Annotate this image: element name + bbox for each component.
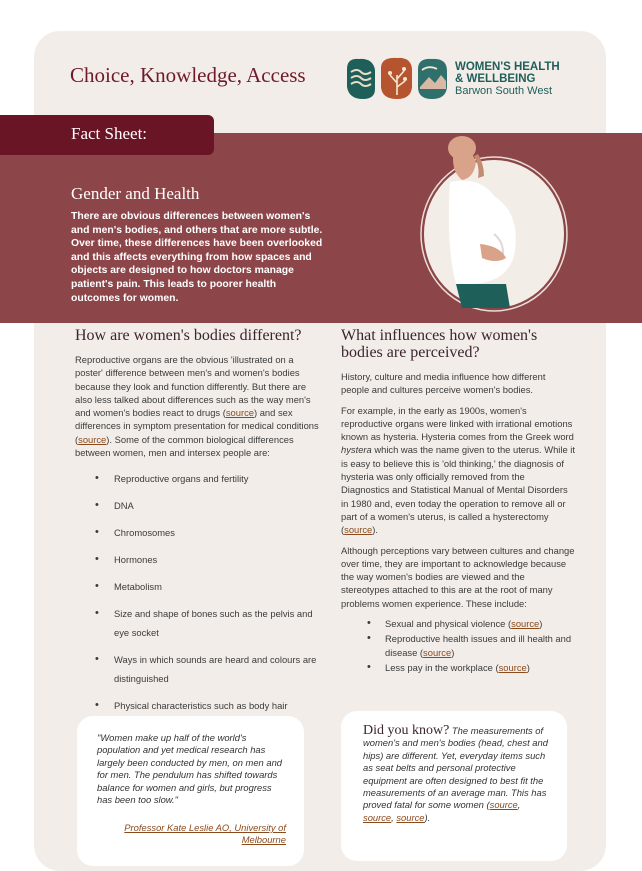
logo-text [455,61,560,97]
did-you-know-card [341,711,567,861]
list-item: • Size and shape of bones such as the pelvis and eye socket [75,604,321,642]
list-item: • DNA [75,496,321,515]
list-item: • Ways in which sounds are heard and colours are distinguished [75,650,321,688]
left-paragraph [75,353,321,459]
intro-heading: Gender and Health [71,184,200,203]
right-paragraph-1: History, culture and media influence how different people and cultures perceive women's bodies. [341,371,546,396]
right-text-em: hystera [341,444,372,456]
left-heading: How are women's bodies different? [75,327,302,344]
separator: , [517,799,521,811]
right-heading: What influences how women's bodies are perceived? [341,327,538,361]
source-link[interactable]: source [511,618,540,630]
fact-sheet-label: Fact Sheet: [71,124,148,143]
list-item [341,632,575,659]
left-text-c: ). Some of the common biological differences between women, men and intersex people are: [75,433,294,459]
right-text-c: ). [372,524,378,536]
logo-line3: Barwon South West [455,85,553,97]
did-you-know-body: The measurements of women's and men's bodies (head, chest and hips) are different. Yet, everyday items such as seat belts and personal protective equipment are often designed to best fit the measurements of an average man. This has proved fatal for some women ( [363,725,548,811]
list-item: • Chromosomes [75,523,321,542]
org-logo [345,55,565,101]
fact-sheet-tab [0,115,214,155]
list-item [341,617,575,630]
right-paragraph-2 [341,404,575,537]
logo-line2: & WELLBEING [455,73,536,85]
source-link[interactable]: source [225,407,254,419]
right-text-a: For example, in the early as 1900s, women's reproductive organs were linked with irrational emotions known as hysteria. Hysteria comes from the Greek word [341,404,574,443]
problems-list [341,617,575,674]
closing-text: ). [424,811,431,823]
logo-mark-icon [345,55,451,101]
logo-line1: WOMEN'S HEALTH [455,61,560,73]
quote-card [77,716,304,866]
differences-list [75,469,321,715]
list-item: • Hormones [75,550,321,569]
page-title: Choice, Knowledge, Access [70,63,306,87]
quote-text: "Women make up half of the world's population and yet medical research has largely been conducted by men, on men and for men. The pendulum has shifted towards balance for women and girls, but progress has been too slow." [97,732,283,806]
left-column [75,327,321,723]
list-item: • Physical characteristics such as body hair [75,696,321,715]
list-item: • Metabolism [75,577,321,596]
intro-text: There are obvious differences between women's and men's bodies, and others that are more subtle. Over time, these differences have been overlooked and this affects everything from how spaces and objects are designed to how doctors manage patient's pain. This leads to poorer health outcomes for women. [71,211,323,304]
left-text-a: Reproductive organs are the obvious 'illustrated on a poster' difference between men's and women's bodies because they look and function differently. But there are also less talked about differences such as the way men's and women's bodies react to drugs ( [75,354,311,419]
right-paragraph-3: Although perceptions vary between cultures and change over time, they are important to acknowledge because the way women's bodies are viewed and the stereotypes attached to this are at the root of many problems women experience. These include: [341,544,575,609]
list-item [341,661,575,674]
source-link[interactable]: source [489,799,518,811]
list-item-end: ) [451,646,455,658]
source-link[interactable]: source [423,646,452,658]
list-item-end: ) [539,618,543,630]
list-item-text: Reproductive health issues and ill health and disease ( [385,633,572,658]
list-item-text: Sexual and physical violence ( [385,618,512,630]
quote-attribution-link[interactable]: Professor Kate Leslie AO, University of Melbourne [124,822,286,846]
did-you-know-heading: Did you know? [363,723,450,738]
separator: , [391,811,397,823]
source-link[interactable]: source [498,661,527,673]
list-item-end: ) [526,661,530,673]
list-item-text: Less pay in the workplace ( [385,661,499,673]
pregnant-woman-illustration [410,136,570,316]
source-link[interactable]: source [363,811,392,823]
right-text-b: which was the name given to the uterus. While it is easy to believe this is 'old thinking,' the diagnosis of hysteria was only officially removed from the Diagnostics and Statistical Manual of Mental Disorders in 1980 and, even today the operation to remove all or part of a women's uterus, is called a hysterectomy ( [341,444,575,536]
left-text-b: ) and sex differences in symptom presentation for medical conditions ( [75,407,319,445]
did-you-know-text [363,725,551,824]
source-link[interactable]: source [396,811,425,823]
list-item: • Reproductive organs and fertility [75,469,321,488]
source-link[interactable]: source [78,433,107,445]
right-column [341,327,575,676]
source-link[interactable]: source [344,524,373,536]
